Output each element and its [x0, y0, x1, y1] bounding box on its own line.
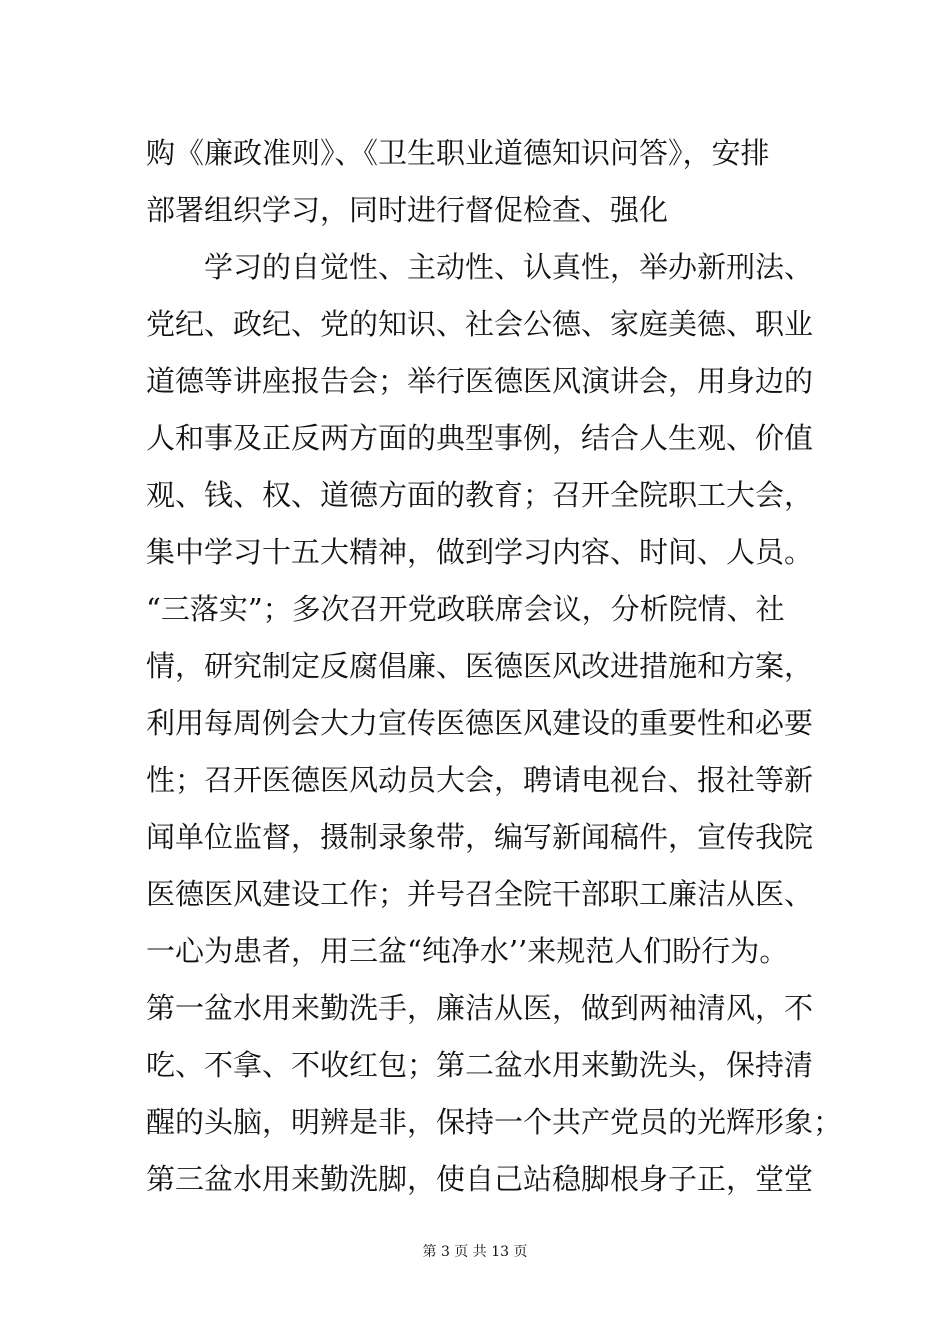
text-line: 党纪、政纪、党的知识、社会公德、家庭美德、职业 [146, 307, 814, 341]
text-line: “三落实”；多次召开党政联席会议，分析院情、社 [146, 592, 785, 626]
text-line: 第一盆水用来勤洗手，廉洁从医，做到两袖清风，不 [146, 991, 814, 1025]
text-line: 部署组织学习，同时进行督促检查、强化 [146, 193, 669, 227]
text-line: 性；召开医德医风动员大会，聘请电视台、报社等新 [146, 763, 814, 797]
text-line: 一心为患者，用三盆“纯净水’’来规范人们盼行为。 [146, 934, 789, 968]
text-line: 第三盆水用来勤洗脚，使自己站稳脚根身子正，堂堂 [146, 1162, 814, 1196]
text-line: 闻单位监督，摄制录象带，编写新闻稿件，宣传我院 [146, 820, 814, 854]
text-line: 利用每周例会大力宣传医德医风建设的重要性和必要 [146, 706, 814, 740]
text-line: 情，研究制定反腐倡廉、医德医风改进措施和方案， [146, 649, 814, 683]
text-line: 醒的头脑，明辨是非，保持一个共产党员的光辉形象； [146, 1105, 843, 1139]
text-line: 购《廉政准则》、《卫生职业道德知识问答》，安排 [146, 136, 770, 170]
text-line: 吃、不拿、不收红包；第二盆水用来勤洗头，保持清 [146, 1048, 814, 1082]
page-number: 第 3 页 共 13 页 [422, 1244, 528, 1260]
text-line-indented: 学习的自觉性、主动性、认真性，举办新刑法、 [204, 250, 814, 284]
text-line: 人和事及正反两方面的典型事例，结合人生观、价值 [146, 421, 814, 455]
text-line: 道德等讲座报告会；举行医德医风演讲会，用身边的 [146, 364, 814, 398]
text-line: 医德医风建设工作；并号召全院干部职工廉洁从医、 [146, 877, 814, 911]
text-line: 集中学习十五大精神，做到学习内容、时间、人员。 [146, 535, 814, 569]
text-line: 观、钱、权、道德方面的教育；召开全院职工大会， [146, 478, 814, 512]
